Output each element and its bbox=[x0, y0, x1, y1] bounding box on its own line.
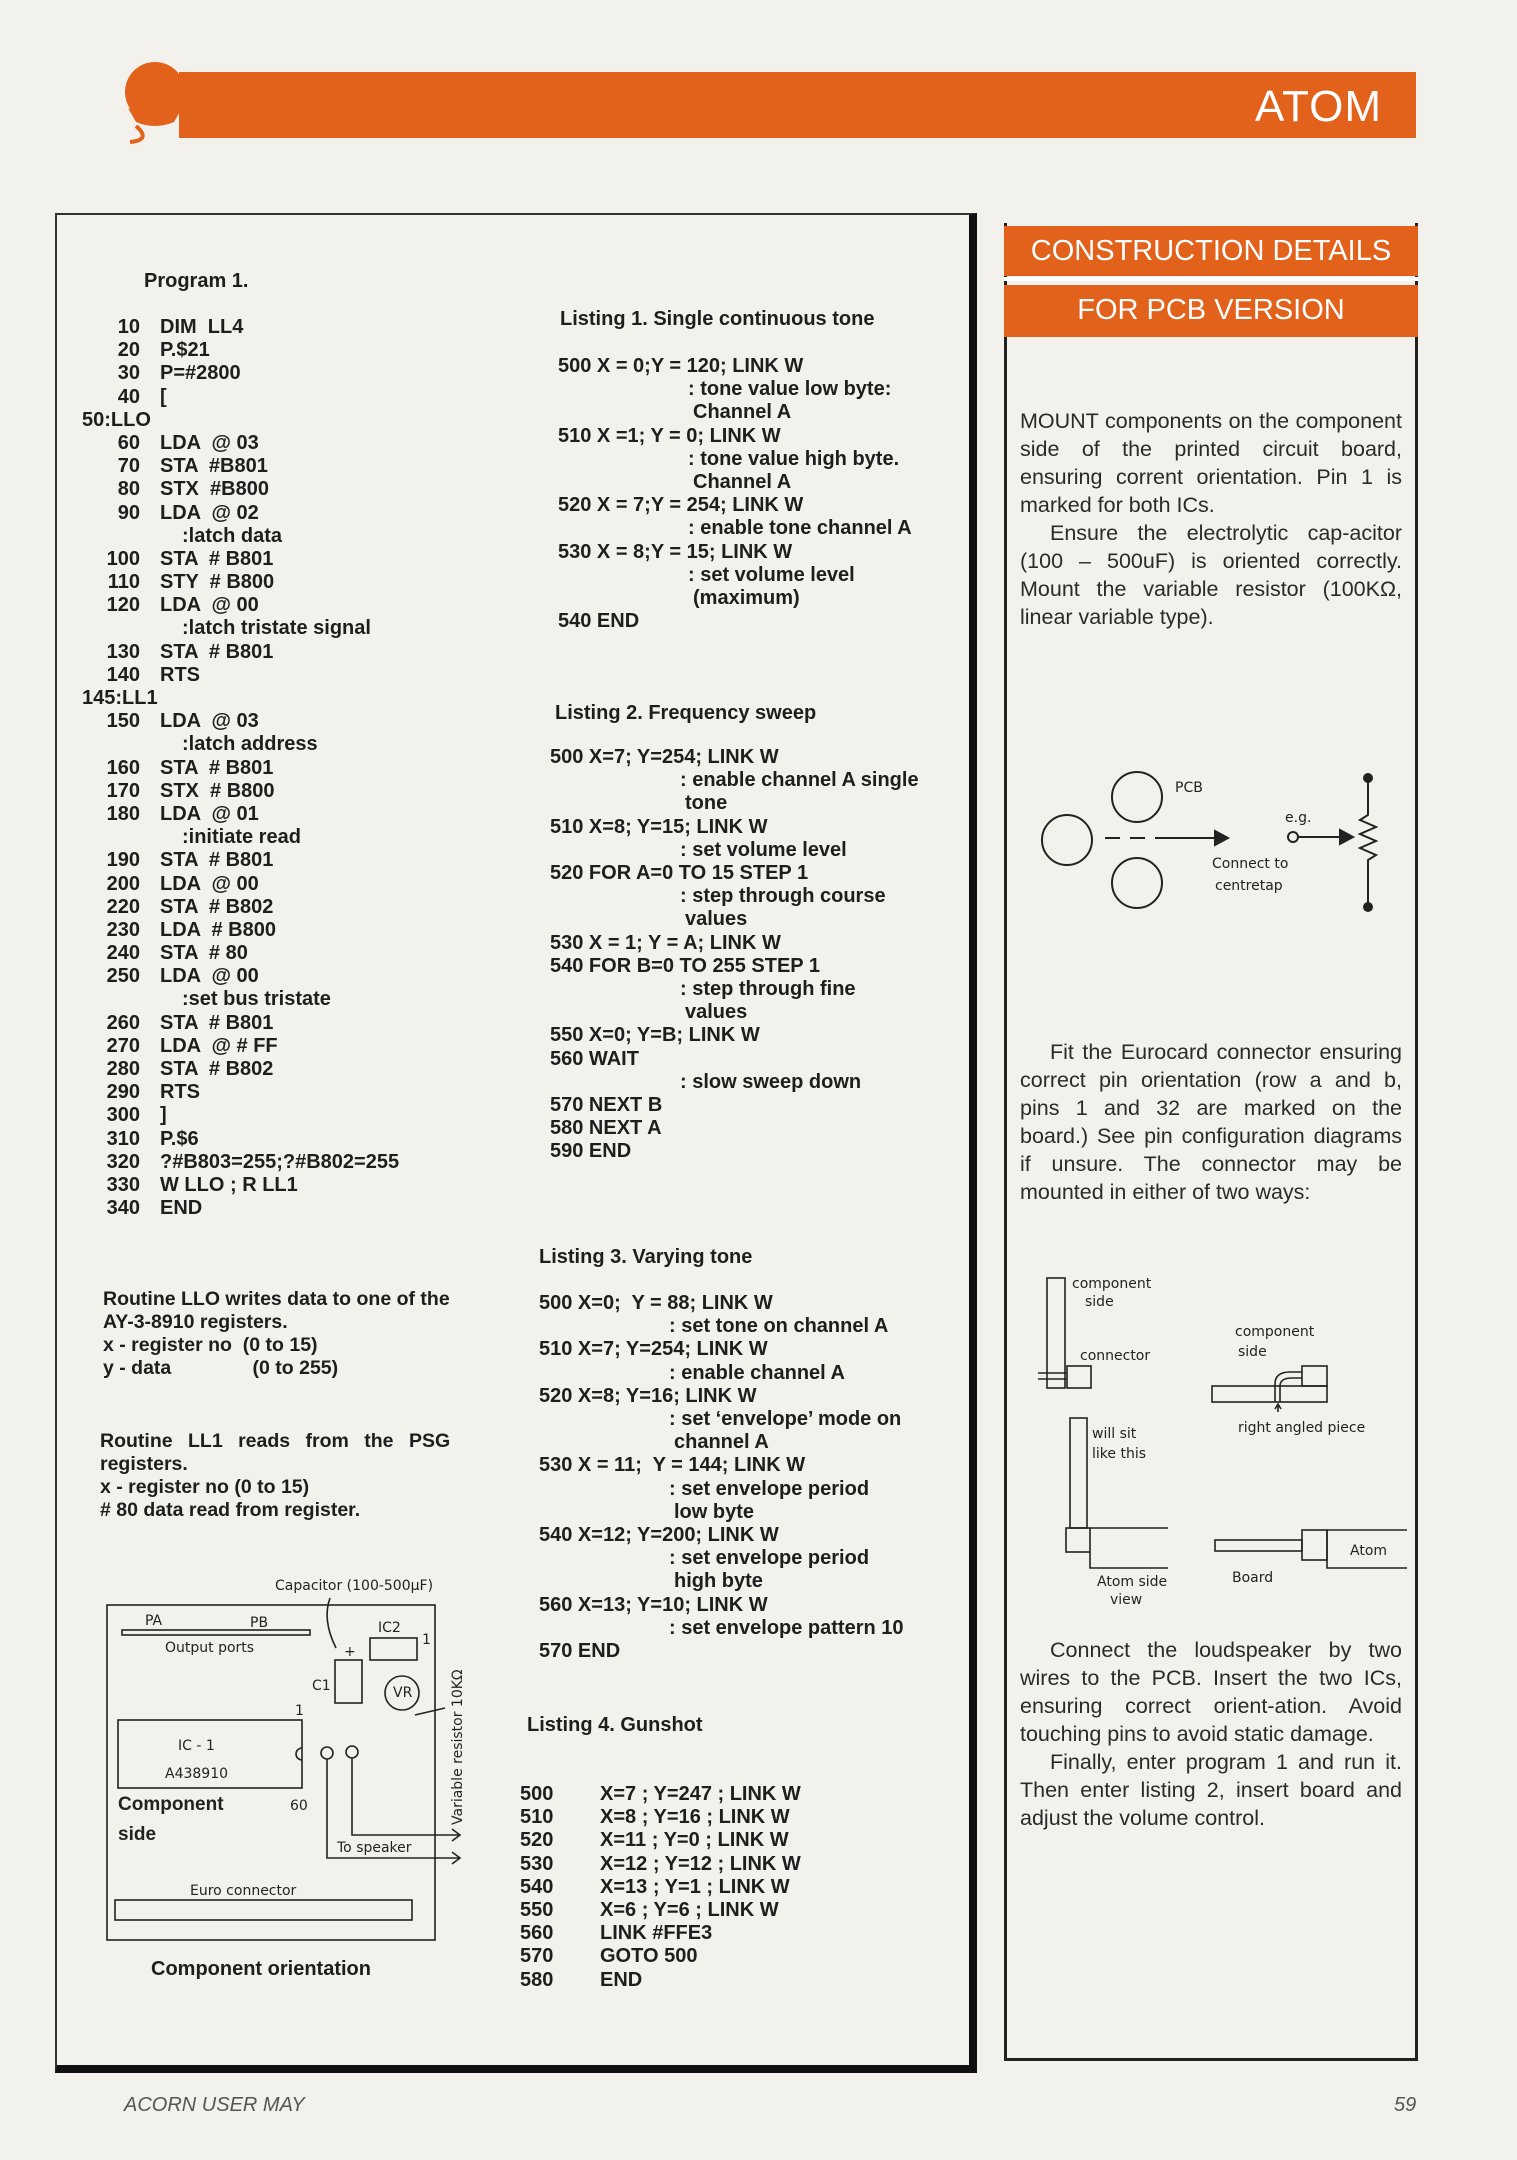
sidebar-subheading: FOR PCB VERSION bbox=[1004, 285, 1418, 337]
code-line bbox=[82, 826, 399, 849]
line-code: STX # B800 bbox=[160, 779, 275, 802]
code-line bbox=[82, 849, 399, 872]
line-number: 100 bbox=[106, 547, 140, 570]
line-code: END bbox=[160, 1197, 203, 1220]
line-code: GOTO 500 bbox=[600, 1945, 698, 1968]
text-para: Ensure the electrolytic cap-acitor (100 – 500uF) is oriented correctly. Mount the variable resistor (100KΩ, linear variable type). bbox=[1020, 521, 1402, 629]
page-number: 59 bbox=[1394, 2094, 1417, 2116]
code-line bbox=[82, 525, 399, 548]
line-code: P.$6 bbox=[160, 1127, 199, 1150]
line-number: 170 bbox=[106, 779, 140, 802]
sidebar-para-speaker bbox=[1020, 1636, 1402, 1832]
arrow-icon bbox=[1275, 1404, 1281, 1412]
text-para: Fit the Eurocard connector ensuring correct pin orientation (row a and b, pins 1 and 32 are marked on the board.) See pin configuration diagrams if unsure. The connector may be mounted in either of two ways: bbox=[1020, 1040, 1402, 1204]
like-this-label: like this bbox=[1092, 1446, 1146, 1462]
code-line: 570 NEXT B bbox=[550, 1094, 663, 1117]
code-line: 580 NEXT A bbox=[550, 1117, 662, 1140]
side-label: side bbox=[118, 1824, 157, 1845]
code-line: 520 X = 7;Y = 254; LINK W bbox=[558, 494, 804, 517]
code-line: : step through fine bbox=[680, 978, 856, 1001]
text-para: MOUNT components on the component side of the printed circuit board, ensuring corrent orientation. Pin 1 is marked for both ICs. bbox=[1020, 409, 1402, 517]
listing1-title: Listing 1. Single continuous tone bbox=[560, 308, 875, 330]
right-angled-label: right angled piece bbox=[1238, 1420, 1366, 1436]
line-number: 300 bbox=[106, 1104, 140, 1127]
code-line bbox=[82, 1128, 399, 1151]
speaker-terminal bbox=[346, 1746, 358, 1758]
view-label: view bbox=[1110, 1592, 1143, 1608]
code-line: : set envelope period bbox=[669, 1477, 870, 1500]
pin1-label: 1 bbox=[422, 1632, 431, 1648]
code-line: 500 X=7; Y=254; LINK W bbox=[550, 746, 779, 768]
code-line bbox=[82, 687, 399, 710]
euro-connector bbox=[115, 1900, 412, 1920]
line-code: X=11 ; Y=0 ; LINK W bbox=[600, 1829, 789, 1852]
code-line: : set ‘envelope’ mode on bbox=[669, 1408, 902, 1431]
text-line: x - register no (0 to 15) bbox=[103, 1334, 318, 1356]
acorn-egg-logo-icon bbox=[122, 60, 188, 144]
line-number: 270 bbox=[106, 1034, 140, 1057]
line-number: 220 bbox=[106, 895, 140, 918]
heading-divider bbox=[1004, 277, 1418, 281]
code-line: values bbox=[685, 908, 748, 931]
output-ports-bar bbox=[122, 1630, 310, 1635]
code-line: : step through course bbox=[680, 885, 886, 908]
text-line: Routine LLO writes data to one of the bbox=[103, 1288, 450, 1310]
sidebar-para-eurocard bbox=[1020, 1038, 1402, 1206]
text-line: AY-3-8910 registers. bbox=[103, 1311, 288, 1333]
sidebar-heading: CONSTRUCTION DETAILS bbox=[1004, 226, 1418, 276]
line-code: END bbox=[600, 1968, 643, 1991]
code-line bbox=[82, 1012, 399, 1035]
code-line: 510 X=8; Y=15; LINK W bbox=[550, 815, 768, 838]
line-code: LDA # B800 bbox=[160, 918, 276, 941]
code-line bbox=[82, 409, 399, 432]
footer-publication: ACORN USER MAY bbox=[124, 2094, 305, 2116]
code-line: : tone value low byte: bbox=[688, 378, 892, 401]
atom-side-label: Atom side bbox=[1097, 1574, 1168, 1590]
line-code: ?#B803=255;?#B802=255 bbox=[160, 1150, 400, 1173]
code-line bbox=[82, 1104, 399, 1127]
line-number: 580 bbox=[520, 1968, 554, 1991]
c1-capacitor bbox=[335, 1660, 362, 1703]
code-line: Channel A bbox=[693, 471, 792, 494]
line-number: 150 bbox=[106, 710, 140, 733]
line-number: 200 bbox=[106, 872, 140, 895]
line-number: 550 bbox=[520, 1898, 554, 1921]
code-line: : set envelope period bbox=[669, 1547, 870, 1570]
line-code: STA # 80 bbox=[160, 942, 248, 965]
line-code: :latch data bbox=[182, 524, 283, 547]
text-line: Routine LL1 reads from the PSG bbox=[100, 1430, 451, 1452]
resistor-icon bbox=[1360, 778, 1376, 905]
component-label: component bbox=[1072, 1276, 1152, 1292]
line-code: LDA @ 02 bbox=[160, 501, 259, 524]
code-line: 530 X = 1; Y = A; LINK W bbox=[550, 931, 781, 954]
eg-label: e.g. bbox=[1285, 810, 1312, 826]
header-title: ATOM bbox=[1254, 82, 1382, 131]
code-line: : slow sweep down bbox=[680, 1070, 862, 1093]
ic2-chip bbox=[370, 1638, 417, 1660]
line-number: 70 bbox=[117, 455, 140, 478]
line-number: 110 bbox=[107, 571, 140, 594]
code-line bbox=[82, 339, 399, 362]
line-number bbox=[82, 525, 160, 548]
centretap-figure bbox=[1010, 770, 1420, 930]
line-code: LDA @ 00 bbox=[160, 594, 259, 617]
line-number: 140 bbox=[106, 663, 140, 686]
ic2-label: IC2 bbox=[378, 1620, 401, 1636]
listing1-code bbox=[558, 355, 912, 633]
code-line: : tone value high byte. bbox=[688, 447, 900, 470]
line-code: P.$21 bbox=[160, 339, 210, 362]
line-number: 30 bbox=[117, 362, 140, 385]
code-line: 520 FOR A=0 TO 15 STEP 1 bbox=[550, 862, 809, 885]
code-line: : enable channel A single bbox=[680, 769, 919, 792]
code-line bbox=[82, 502, 399, 525]
code-line bbox=[520, 1783, 801, 1806]
will-sit-label: will sit bbox=[1092, 1426, 1137, 1442]
component-orientation-diagram bbox=[90, 1560, 510, 1960]
line-code: X=13 ; Y=1 ; LINK W bbox=[600, 1875, 790, 1898]
listing4-title: Listing 4. Gunshot bbox=[527, 1714, 703, 1736]
text-para: Finally, enter program 1 and run it. Then enter listing 2, insert board and adjust the volume control. bbox=[1020, 1750, 1402, 1830]
line-code: DIM LL4 bbox=[160, 316, 244, 338]
text-para: Connect the loudspeaker by two wires to the PCB. Insert the two ICs, ensuring correct orient-ation. Avoid touching pins to avoid static damage. bbox=[1020, 1638, 1402, 1746]
ic1-pin1-label: 1 bbox=[295, 1703, 304, 1719]
code-line: 540 FOR B=0 TO 255 STEP 1 bbox=[550, 954, 820, 977]
code-line bbox=[82, 432, 399, 455]
line-code: RTS bbox=[160, 1081, 200, 1104]
line-number: 500 bbox=[520, 1783, 554, 1805]
arrow-head-icon bbox=[1340, 830, 1353, 844]
code-line bbox=[82, 988, 399, 1011]
text-line: registers. bbox=[100, 1453, 188, 1475]
code-line: (maximum) bbox=[693, 587, 800, 610]
line-number: 90 bbox=[117, 501, 140, 524]
board-label: Board bbox=[1232, 1570, 1274, 1586]
side-label: side bbox=[1085, 1294, 1114, 1310]
line-number bbox=[82, 988, 160, 1011]
line-code: X=8 ; Y=16 ; LINK W bbox=[600, 1806, 790, 1829]
code-line: 560 X=13; Y=10; LINK W bbox=[539, 1593, 768, 1616]
sidebar-para-mount bbox=[1020, 407, 1402, 631]
line-number: 510 bbox=[520, 1806, 554, 1829]
euro-connector-label: Euro connector bbox=[190, 1883, 297, 1899]
line-number: 160 bbox=[106, 756, 140, 779]
line-code: X=7 ; Y=247 ; LINK W bbox=[600, 1783, 801, 1805]
code-line: 520 X=8; Y=16; LINK W bbox=[539, 1384, 757, 1407]
code-line: 550 X=0; Y=B; LINK W bbox=[550, 1024, 760, 1047]
line-number: 560 bbox=[520, 1922, 554, 1945]
code-line: : enable channel A bbox=[669, 1361, 845, 1384]
line-number: 190 bbox=[106, 849, 140, 872]
code-line: Channel A bbox=[693, 401, 792, 424]
connect-label: Connect to bbox=[1212, 856, 1289, 872]
code-line bbox=[82, 316, 399, 339]
line-number: 10 bbox=[117, 316, 140, 338]
line-number: 310 bbox=[106, 1127, 140, 1150]
listing3-code bbox=[539, 1292, 904, 1663]
line-code: LDA @ 00 bbox=[160, 965, 259, 988]
code-line bbox=[520, 1899, 801, 1922]
ic1-notch bbox=[296, 1748, 302, 1760]
code-line bbox=[82, 1197, 399, 1220]
diagram-caption: Component orientation bbox=[151, 1958, 371, 1980]
code-line bbox=[520, 1969, 801, 1992]
line-number: 320 bbox=[106, 1150, 140, 1173]
line-number: 520 bbox=[520, 1829, 554, 1852]
line-number: 40 bbox=[117, 385, 140, 408]
routine-ll0-text bbox=[103, 1288, 523, 1380]
program1-title: Program 1. bbox=[144, 270, 249, 292]
code-line: low byte bbox=[674, 1500, 755, 1523]
line-number: 530 bbox=[520, 1852, 554, 1875]
code-line: 510 X =1; Y = 0; LINK W bbox=[558, 424, 781, 447]
listing4-code bbox=[520, 1783, 801, 1992]
code-line bbox=[82, 386, 399, 409]
variable-resistor-label: Variable resistor 10KΩ bbox=[450, 1669, 466, 1825]
program1-listing bbox=[82, 316, 399, 1220]
code-line bbox=[82, 965, 399, 988]
line-code: :initiate read bbox=[182, 826, 301, 849]
code-line: 510 X=7; Y=254; LINK W bbox=[539, 1338, 768, 1361]
code-line bbox=[82, 757, 399, 780]
line-number: 330 bbox=[106, 1173, 140, 1196]
plus-label: + bbox=[344, 1644, 356, 1660]
pa-label: PA bbox=[145, 1613, 163, 1629]
text-line: x - register no (0 to 15) bbox=[100, 1476, 310, 1498]
code-line: 570 END bbox=[539, 1640, 621, 1663]
code-line bbox=[82, 594, 399, 617]
line-number: 540 bbox=[520, 1875, 554, 1898]
routine-ll1-text bbox=[100, 1430, 520, 1522]
code-line: : enable tone channel A bbox=[688, 517, 912, 540]
line-number: 240 bbox=[106, 942, 140, 965]
line-number: 120 bbox=[106, 594, 140, 617]
code-line: 560 WAIT bbox=[550, 1047, 639, 1070]
code-line: 540 END bbox=[558, 610, 640, 633]
code-line bbox=[520, 1922, 801, 1945]
line-code: STA # B802 bbox=[160, 1058, 274, 1080]
listing3-title: Listing 3. Varying tone bbox=[539, 1246, 753, 1268]
capacitor-label: Capacitor (100-500μF) bbox=[275, 1578, 434, 1594]
line-code: X=12 ; Y=12 ; LINK W bbox=[600, 1852, 801, 1875]
code-line bbox=[82, 1151, 399, 1174]
code-line bbox=[82, 1081, 399, 1104]
code-line: : set volume level bbox=[688, 563, 855, 586]
code-line: 500 X = 0;Y = 120; LINK W bbox=[558, 355, 804, 377]
code-line: 500 X=0; Y = 88; LINK W bbox=[539, 1292, 773, 1314]
arrow-head-icon bbox=[1215, 831, 1228, 845]
code-line bbox=[82, 942, 399, 965]
line-code: STA # B802 bbox=[160, 895, 274, 918]
code-line bbox=[520, 1876, 801, 1899]
line-number bbox=[82, 617, 160, 640]
line-code: LINK #FFE3 bbox=[600, 1922, 713, 1945]
line-code: LDA @ 03 bbox=[160, 710, 259, 733]
c1-label: C1 bbox=[312, 1678, 331, 1694]
listing2-title: Listing 2. Frequency sweep bbox=[555, 702, 817, 724]
mounting-figure bbox=[1010, 1268, 1420, 1618]
code-line bbox=[520, 1945, 801, 1968]
code-line: 540 X=12; Y=200; LINK W bbox=[539, 1524, 779, 1547]
line-code: STA # B801 bbox=[160, 756, 274, 779]
code-line: values bbox=[685, 1001, 748, 1024]
code-line: high byte bbox=[674, 1570, 763, 1593]
text-line: y - data (0 to 255) bbox=[103, 1357, 339, 1379]
speaker-terminal bbox=[321, 1747, 333, 1759]
vr-arrow-icon bbox=[415, 1708, 445, 1715]
line-code: :latch address bbox=[182, 733, 318, 756]
code-line bbox=[82, 362, 399, 385]
component-label: Component bbox=[118, 1794, 224, 1815]
line-number: 290 bbox=[106, 1081, 140, 1104]
code-line: 530 X = 11; Y = 144; LINK W bbox=[539, 1454, 806, 1477]
line-code: LDA @ 00 bbox=[160, 872, 259, 895]
code-line bbox=[82, 571, 399, 594]
line-number: 180 bbox=[106, 802, 140, 825]
ic1-label: IC - 1 bbox=[178, 1738, 215, 1754]
line-code: STA #B801 bbox=[160, 455, 268, 478]
code-line bbox=[82, 617, 399, 640]
line-code: STA # B801 bbox=[160, 547, 274, 570]
line-number: 280 bbox=[106, 1058, 140, 1080]
code-line bbox=[520, 1829, 801, 1852]
pb-label: PB bbox=[250, 1615, 269, 1631]
line-code: STA # B801 bbox=[160, 849, 274, 872]
line-number: 250 bbox=[106, 965, 140, 988]
line-number: 60 bbox=[117, 431, 140, 454]
code-line bbox=[520, 1806, 801, 1829]
code-line bbox=[82, 733, 399, 756]
code-line bbox=[82, 919, 399, 942]
text-line: # 80 data read from register. bbox=[100, 1499, 361, 1521]
line-number: 80 bbox=[117, 478, 140, 501]
component-label-2: component bbox=[1235, 1324, 1315, 1340]
line-number: 570 bbox=[520, 1945, 554, 1968]
listing2-code bbox=[550, 746, 919, 1164]
code-line bbox=[520, 1853, 801, 1876]
line-number: 340 bbox=[106, 1197, 140, 1220]
code-line bbox=[82, 803, 399, 826]
line-code: LDA @ 03 bbox=[160, 431, 259, 454]
line-number bbox=[82, 826, 160, 849]
code-line: channel A bbox=[674, 1431, 769, 1454]
line-code: :latch tristate signal bbox=[182, 617, 371, 640]
line-label: 145:LL1 bbox=[82, 687, 158, 709]
code-line bbox=[82, 710, 399, 733]
code-line bbox=[82, 780, 399, 803]
code-line bbox=[82, 455, 399, 478]
line-code: RTS bbox=[160, 663, 200, 686]
centretap-label: centretap bbox=[1215, 878, 1283, 894]
vr-label: VR bbox=[393, 1685, 413, 1701]
code-line: 590 END bbox=[550, 1140, 632, 1163]
code-line bbox=[82, 1058, 399, 1081]
code-line: : set tone on channel A bbox=[669, 1315, 889, 1338]
output-ports-label: Output ports bbox=[165, 1640, 255, 1656]
code-line: : set envelope pattern 10 bbox=[669, 1616, 904, 1639]
pcb-label: PCB bbox=[1175, 780, 1203, 796]
line-code: LDA @ # FF bbox=[160, 1034, 278, 1057]
code-line bbox=[82, 873, 399, 896]
code-line: 530 X = 8;Y = 15; LINK W bbox=[558, 540, 793, 563]
line-number: 130 bbox=[106, 640, 140, 663]
line-code: :set bus tristate bbox=[182, 988, 331, 1011]
connector-label: connector bbox=[1080, 1348, 1151, 1364]
line-code: STX #B800 bbox=[160, 478, 269, 501]
line-code: W LLO ; R LL1 bbox=[160, 1173, 298, 1196]
line-label: 50:LLO bbox=[82, 408, 151, 431]
atom-label: Atom bbox=[1350, 1543, 1388, 1559]
code-line bbox=[82, 1035, 399, 1058]
line-code: STA # B801 bbox=[160, 1011, 274, 1034]
line-code: STY # B800 bbox=[160, 571, 275, 594]
code-line: : set volume level bbox=[680, 838, 847, 861]
pin60-label: 60 bbox=[290, 1798, 308, 1814]
code-line bbox=[82, 548, 399, 571]
line-number: 20 bbox=[117, 339, 140, 362]
line-number: 230 bbox=[106, 918, 140, 941]
line-code: P=#2800 bbox=[160, 362, 241, 385]
ic1-part-label: A438910 bbox=[165, 1766, 229, 1782]
side-label-2: side bbox=[1238, 1344, 1267, 1360]
line-code: [ bbox=[160, 385, 167, 408]
code-line bbox=[82, 896, 399, 919]
code-line bbox=[82, 664, 399, 687]
to-speaker-label: To speaker bbox=[337, 1840, 412, 1856]
code-line bbox=[82, 641, 399, 664]
code-line bbox=[82, 1174, 399, 1197]
code-line: tone bbox=[685, 792, 728, 815]
line-number: 260 bbox=[106, 1011, 140, 1034]
code-line bbox=[82, 478, 399, 501]
header-bar bbox=[179, 72, 1416, 138]
line-code: ] bbox=[160, 1104, 167, 1127]
line-code: X=6 ; Y=6 ; LINK W bbox=[600, 1898, 779, 1921]
line-number bbox=[82, 733, 160, 756]
line-code: STA # B801 bbox=[160, 640, 274, 663]
line-code: LDA @ 01 bbox=[160, 802, 259, 825]
